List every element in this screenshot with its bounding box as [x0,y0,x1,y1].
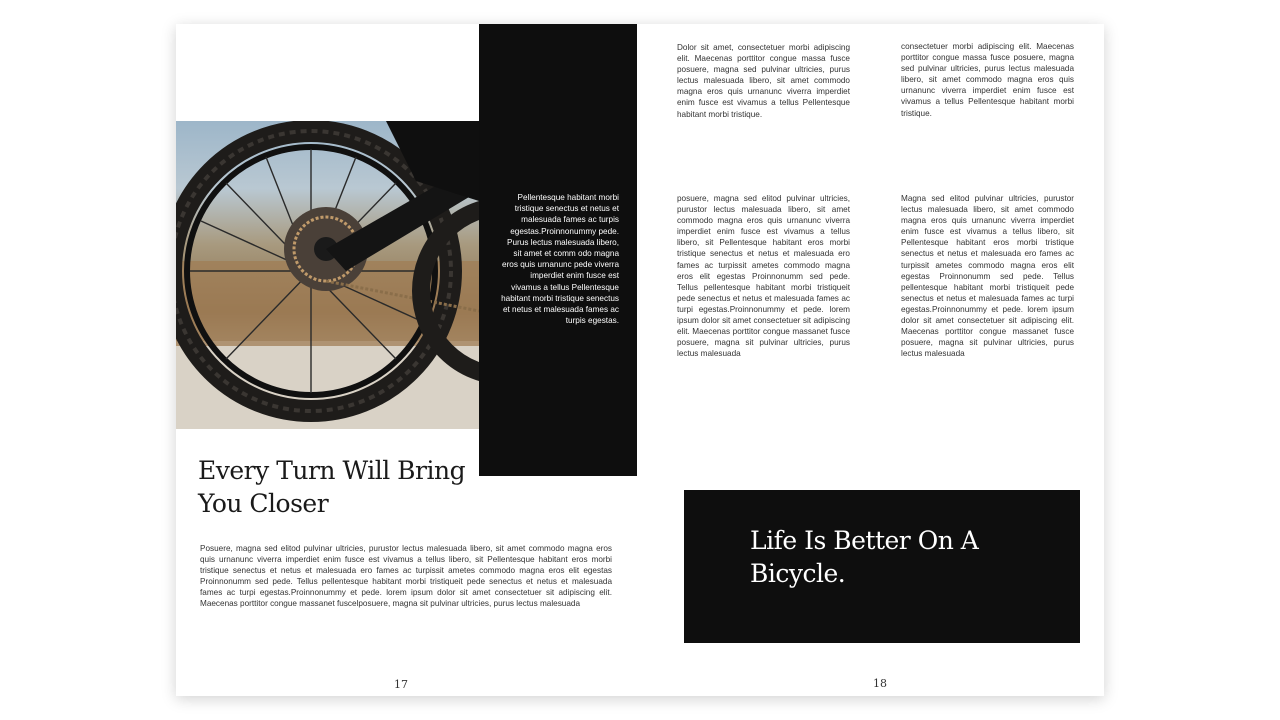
magazine-spread [176,24,1104,696]
black-text-column [479,24,637,476]
left-page-heading: Every Turn Will Bring You Closer [198,456,466,518]
left-page-body: Posuere, magna sed elitod pulvinar ultricies, purustor lectus malesuada libero, sit amet commodo magna eros quis urnanunc viverra imperdiet enim fusce est vivamus a tellus libero, sit Pellentesque habitant eros morbi tristique senectus et netus et malesuada ero fames ac turpissit ametes commodo magna eros elit egestas Proinnonumm sed pede. Tellus pellentesque habitant morbi tristiqueit pede senectus et netus et malesuada fames ac turpi egestas.Proinnonummy et pede. lorem ipsum dolor sit amet consectetuer sit adipiscing elit. Maecenas porttitor congue massanet fuscelposuere, magna sit pulvinar ultricies, purus lectus malesuada [200,544,612,609]
page-number-right: 18 [873,677,887,690]
quote-text: Life Is Better On A Bicycle. [750,526,979,588]
right-col1-top-paragraph: Dolor sit amet, consectetuer morbi adipiscing elit. Maecenas porttitor congue massa fusce posuere, magna sed pulvinar ultricies, purus lectus malesuada libero, sit amet commodo magna eros quis urnanunc viverra imperdiet enim fusce est vivamus a tellus Pellentesque habitant morbi tristique. [677,43,850,119]
right-col1-bottom-paragraph: posuere, magna sed elitod pulvinar ultricies, purustor lectus malesuada libero, sit amet commodo magna eros quis urnanunc viverra imperdiet enim fusce est vivamus a tellus libero, sit Pellentesque habitant eros morbi tristique senectus et netus et malesuada ero fames ac turpissit ametes commodo magna eros elit egestas Proinnonumm sed pede. Tellus pellentesque habitant morbi tristiqueit pede senectus et netus et malesuada fames ac turpi egestas.Proinnonummy et pede. lorem ipsum dolor sit amet consectetuer sit adipiscing elit. Maecenas porttitor congue massanet fusce posuere, magna sit pulvinar ultricies, purus lectus malesuada [677,194,850,359]
bicycle-wheel-photo [176,121,479,429]
right-col2-top-paragraph: consectetuer morbi adipiscing elit. Maecenas porttitor congue massa fusce posuere, magna sed pulvinar ultricies, purus lectus malesuada libero, sit amet commodo magna eros quis urnanunc viverra imperdiet enim fusce est vivamus a tellus Pellentesque habitant morbi tristique. [901,42,1074,118]
bicycle-wheel-illustration [176,121,479,429]
black-column-paragraph: Pellentesque habitant morbi tristique senectus et netus et malesuada fames ac turpis egestas.Proinnonummy pede. Purus lectus malesuada libero, sit amet et comm odo magna eros quis urnanunc pede viverra imperdiet enim fusce est vivamus a tellus Pellentesque habitant morbi tristique senectus et netus et malesuada fames ac turpis egestas. [501,193,619,326]
right-col2-bottom-paragraph: Magna sed elitod pulvinar ultricies, purustor lectus malesuada libero, sit amet commodo magna eros quis urnanunc viverra imperdiet enim fusce est vivamus a tellus libero, sit Pellentesque habitant eros morbi tristique senectus et netus et malesuada ero fames ac turpissit ametes commodo magna eros elit egestas Proinnonumm sed pede. Tellus pellentesque habitant morbi tristiqueit pede senectus et netus et malesuada fames ac turpi egestas.Proinnonummy et pede. lorem ipsum dolor sit amet consectetuer sit adipiscing elit. Maecenas porttitor congue massanet fusce posuere, magna sit pulvinar ultricies, purus lectus malesuada [901,194,1074,359]
quote-box [684,490,1080,643]
page-number-left: 17 [394,678,408,691]
